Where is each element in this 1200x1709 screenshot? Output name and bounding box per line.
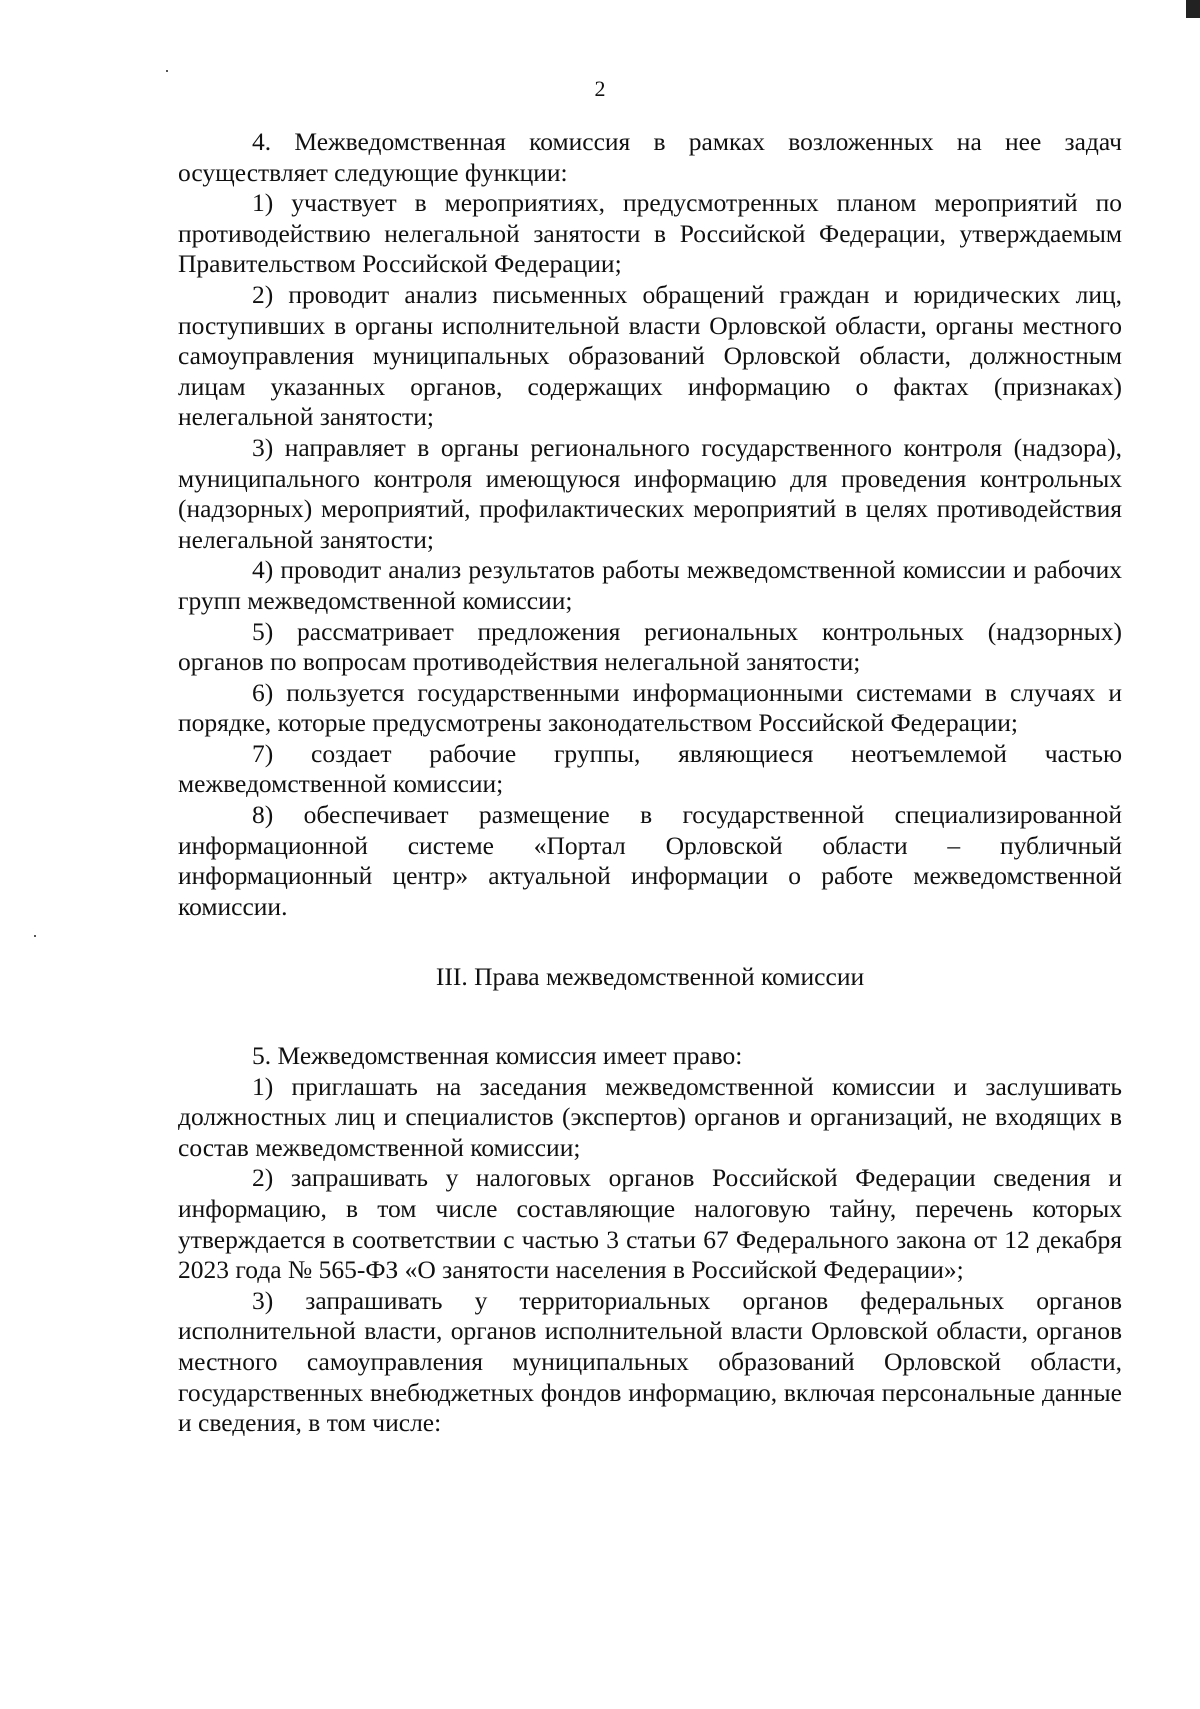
paragraph-right-2: 2) запрашивать у налоговых органов Российской Федерации сведения и информацию, в том числе составляющие налоговую тайну, перечень которых утверждается в соответствии с частью 3 статьи 67 Федерального закона от 12 декабря 2023 года № 565-ФЗ «О занятости населения в Российской Федерации»; bbox=[178, 1163, 1122, 1285]
paragraph-right-1: 1) приглашать на заседания межведомственной комиссии и заслушивать должностных лиц и специалистов (экспертов) органов и организаций, не входящих в состав межведомственной комиссии; bbox=[178, 1071, 1122, 1162]
paragraph-function-7: 7) создает рабочие группы, являющиеся неотъемлемой частью межведомственной комиссии; bbox=[178, 738, 1122, 799]
document-body bbox=[178, 127, 1122, 1439]
paragraph-right-3: 3) запрашивать у территориальных органов федеральных органов исполнительной власти, органов исполнительной власти Орловской области, органов местного самоуправления муниципальных образований Орловской области, государственных внебюджетных фондов информацию, включая персональные данные и сведения, в том числе: bbox=[178, 1285, 1122, 1438]
paragraph-function-1: 1) участвует в мероприятиях, предусмотренных планом мероприятий по противодействию нелегальной занятости в Российской Федерации, утверждаемым Правительством Российской Федерации; bbox=[178, 188, 1122, 279]
page-number: 2 bbox=[594, 76, 606, 101]
paragraph-function-8: 8) обеспечивает размещение в государственной специализированной информационной системе «Портал Орловской области – публичный информационный центр» актуальной информации о работе межведомственной комиссии. bbox=[178, 800, 1122, 921]
scan-speck bbox=[34, 935, 36, 937]
scan-speck bbox=[166, 70, 168, 72]
paragraph-rights-intro: 5. Межведомственная комиссия имеет право: bbox=[252, 1041, 743, 1071]
paragraph-function-2: 2) проводит анализ письменных обращений граждан и юридических лиц, поступивших в органы исполнительной власти Орловской области, органы местного самоуправления муниципальных образований Орловской области, должностным лицам указанных органов, содержащих информацию о фактах (признаках) нелегальной занятости; bbox=[178, 279, 1122, 432]
paragraph-functions-intro: 4. Межведомственная комиссия в рамках возложенных на нее задач осуществляет следующие функции: bbox=[178, 127, 1122, 187]
paragraph-function-4: 4) проводит анализ результатов работы межведомственной комиссии и рабочих групп межведомственной комиссии; bbox=[178, 555, 1122, 615]
paragraph-function-6: 6) пользуется государственными информационными системами в случаях и порядке, которые предусмотрены законодательством Российской Федерации; bbox=[178, 677, 1122, 738]
scan-artifact bbox=[1186, 0, 1200, 18]
paragraph-function-5: 5) рассматривает предложения региональных контрольных (надзорных) органов по вопросам противодействия нелегальной занятости; bbox=[178, 616, 1122, 677]
section-heading: III. Права межведомственной комиссии bbox=[435, 962, 865, 992]
paragraph-function-3: 3) направляет в органы регионального государственного контроля (надзора), муниципального контроля имеющуюся информацию для проведения контрольных (надзорных) мероприятий, профилактических мероприятий в целях противодействия нелегальной занятости; bbox=[178, 432, 1122, 554]
